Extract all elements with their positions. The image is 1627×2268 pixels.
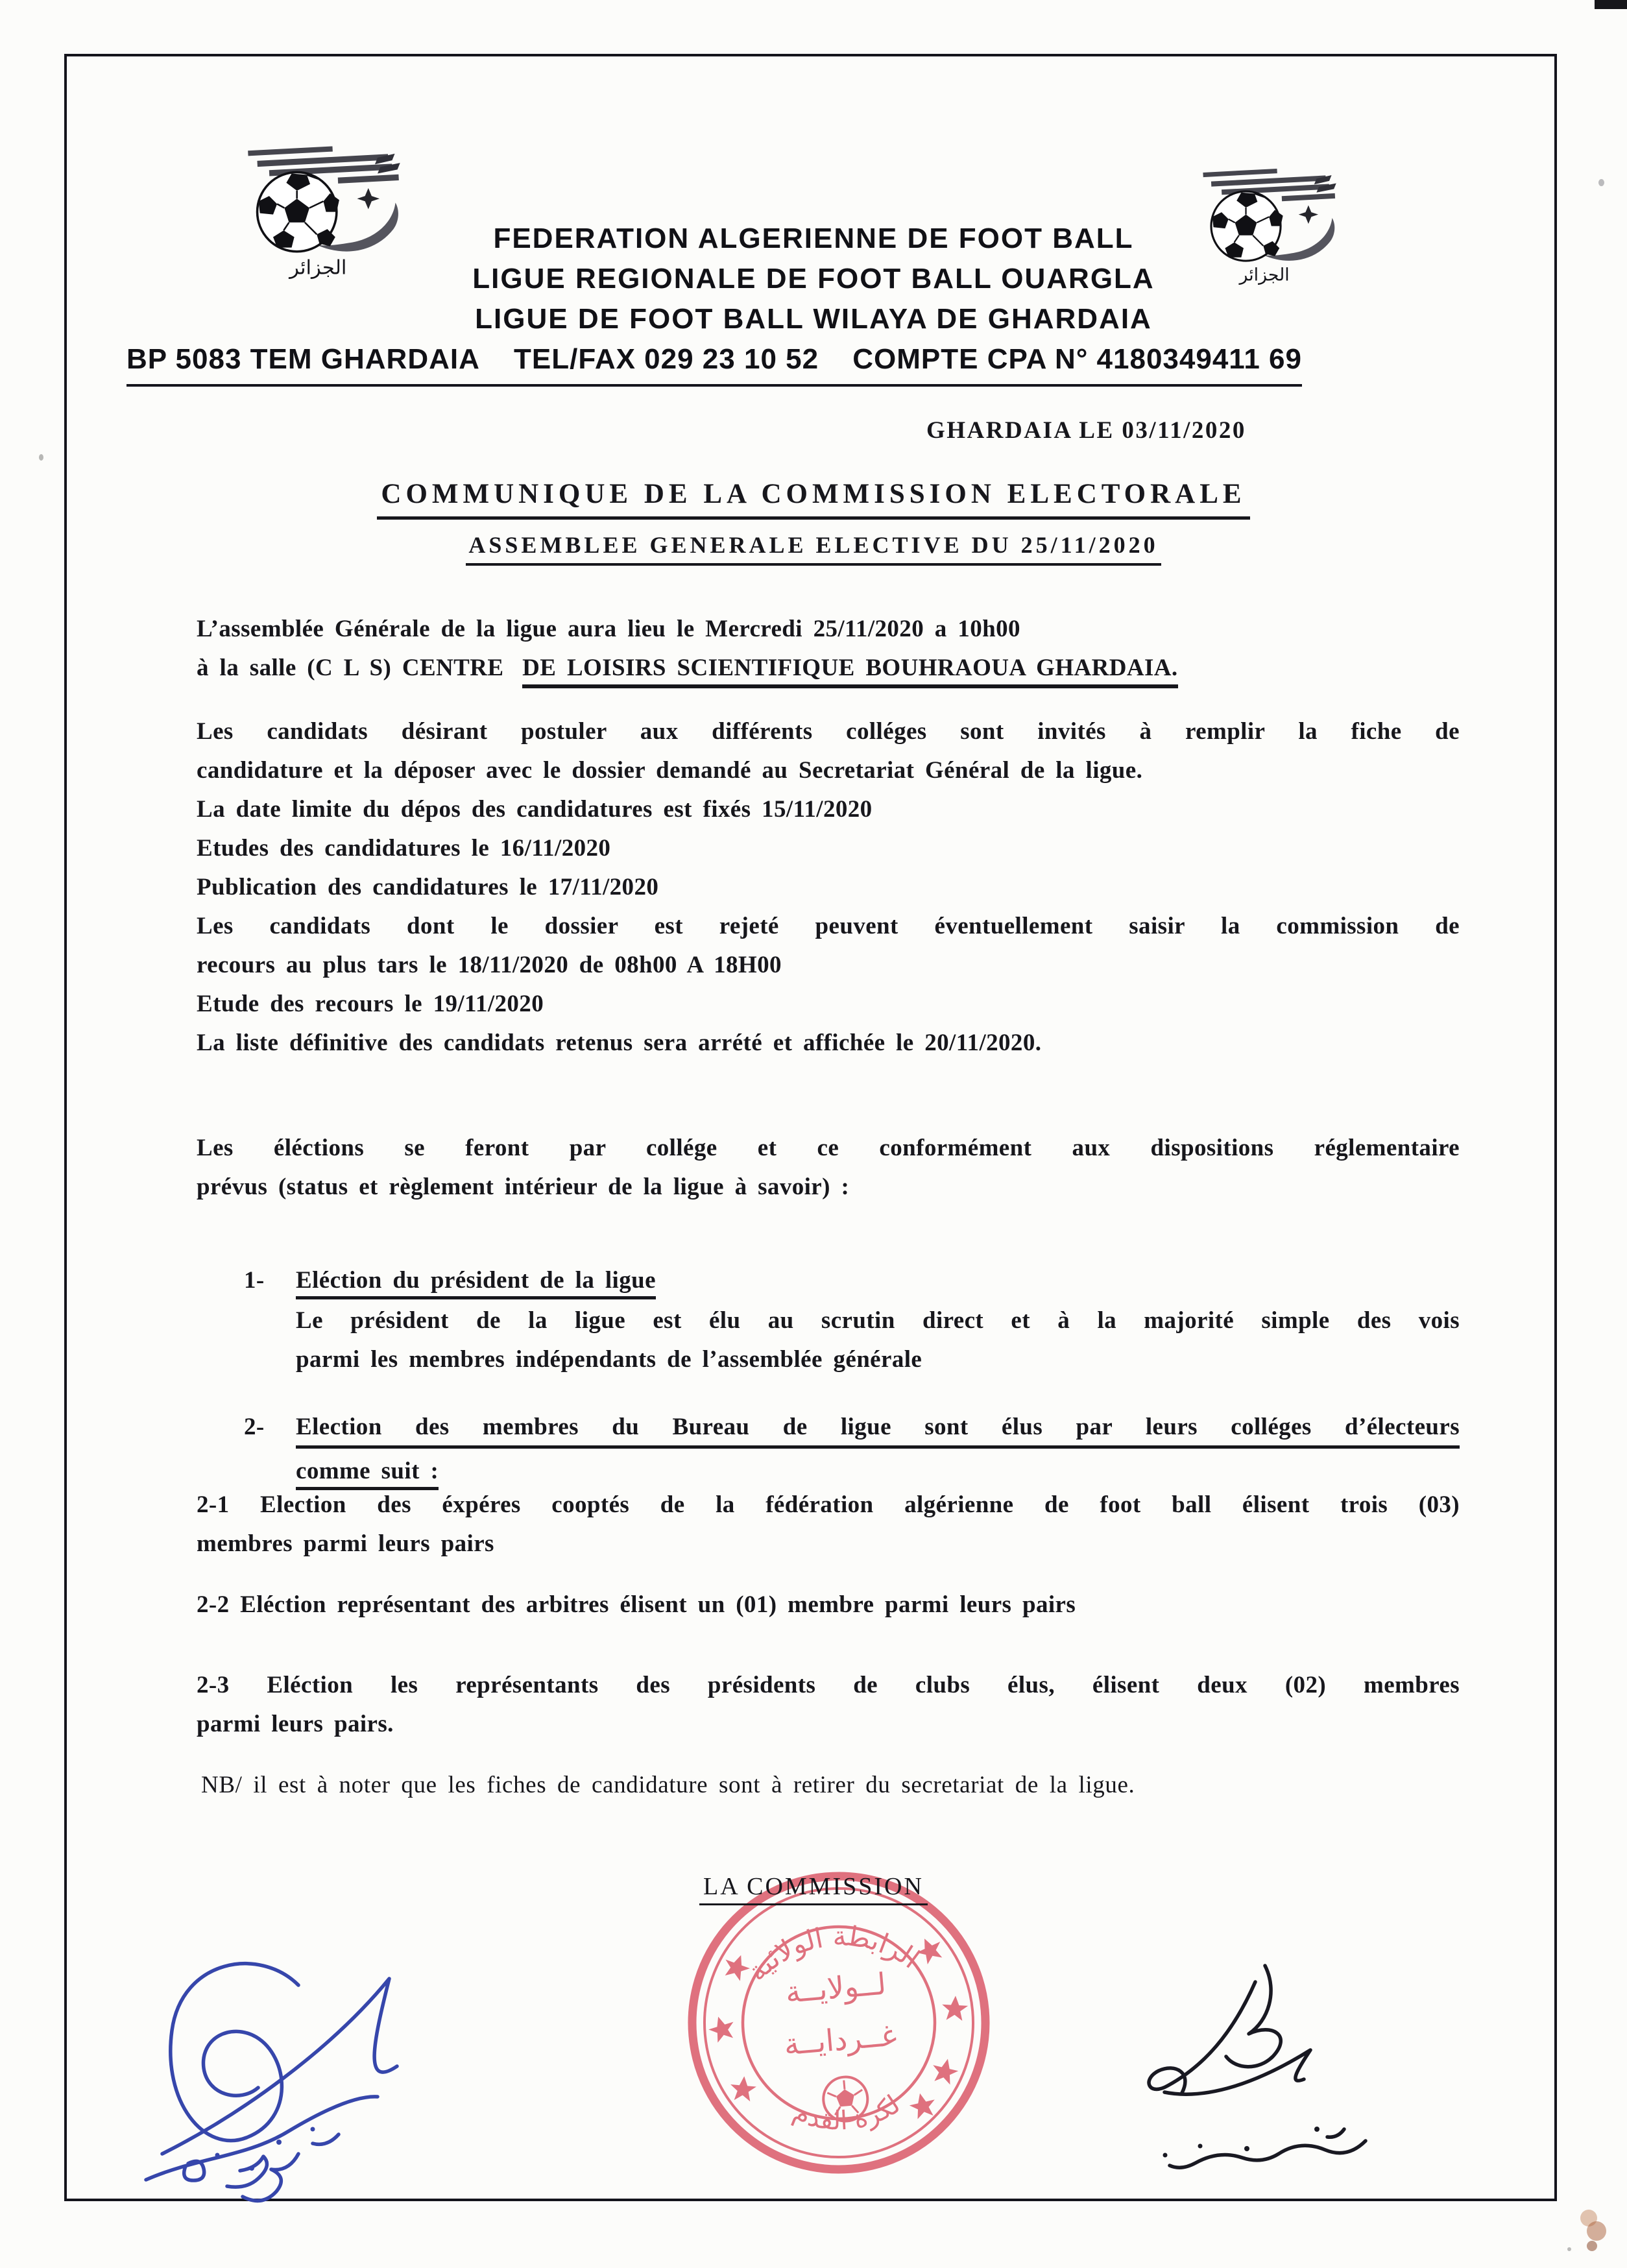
schedule-line-6: Les candidats dont le dossier est rejeté peuvent éventuellement saisir la commission de	[197, 913, 1460, 939]
stamp-arc-top-text: الرابطة الولائية	[741, 1920, 926, 1988]
item1-marker: 1-	[244, 1267, 265, 1294]
schedule-line-7: recours au plus tars le 18/11/2020 de 08h00 A 18H00	[197, 952, 782, 978]
schedule-line-3: La date limite du dépos des candidatures est fixés 15/11/2020	[197, 796, 873, 823]
faf-logo-left	[239, 138, 411, 280]
nb-note: NB/ il est à noter que les fiches de candidature sont à retirer du secretariat de la ligue.	[201, 1772, 1135, 1798]
stamp-center-line-2: غــردايــة	[782, 2017, 898, 2062]
commission-label: LA COMMISSION	[699, 1872, 928, 1905]
item1-line-2: parmi les membres indépendants de l’assemblée générale	[296, 1346, 922, 1373]
schedule-line-8: Etude des recours le 19/11/2020	[197, 991, 544, 1017]
official-stamp	[686, 1870, 991, 2175]
header-telfax: TEL/FAX 029 23 10 52	[514, 343, 819, 375]
header-contact-row	[127, 341, 1302, 387]
schedule-line-5: Publication des candidatures le 17/11/2020	[197, 874, 659, 900]
title-wrap	[0, 477, 1627, 520]
intro-line-2-plain: à la salle (C L S) CENTRE	[197, 655, 504, 681]
subitem-2-3-line-1: 2-3 Eléction les représentants des présidents de clubs élus, élisent deux (02) membres	[197, 1672, 1460, 1698]
document-subtitle: ASSEMBLEE GENERALE ELECTIVE DU 25/11/2020	[466, 531, 1161, 566]
signature-left	[84, 1940, 409, 2206]
elections-line-1: Les éléctions se feront par collége et ce conformément aux dispositions réglementaire	[197, 1135, 1460, 1161]
subitem-2-1-line-1: 2-1 Election des éxpéres cooptés de la fédération algérienne de foot ball élisent trois (03)	[197, 1491, 1460, 1518]
header-line-ligue-regionale: LIGUE REGIONALE DE FOOT BALL OUARGLA	[472, 263, 1155, 295]
subitem-2-3-line-2: parmi leurs pairs.	[197, 1711, 394, 1737]
intro-line-2	[197, 649, 1178, 688]
scan-speck	[1598, 179, 1604, 186]
item2-title-line-1: Election des membres du Bureau de ligue sont élus par leurs colléges d’électeurs	[296, 1408, 1460, 1449]
header-compte: COMPTE CPA N° 4180349411 69	[852, 343, 1302, 375]
schedule-line-9: La liste définitive des candidats retenus sera arrété et affichée le 20/11/2020.	[197, 1030, 1042, 1056]
scan-speck	[1567, 2247, 1571, 2251]
item2-title-line-2: comme suit :	[296, 1452, 439, 1491]
elections-line-2: prévus (status et règlement intérieur de la ligue à savoir) :	[197, 1174, 850, 1200]
commission-wrap	[0, 1872, 1627, 1905]
item2-marker: 2-	[244, 1414, 265, 1440]
signature-right	[1103, 1959, 1382, 2219]
ink-stain	[1587, 2241, 1597, 2251]
subtitle-wrap	[0, 531, 1627, 566]
header-line-federation: FEDERATION ALGERIENNE DE FOOT BALL	[493, 223, 1134, 254]
header-line-ligue-wilaya: LIGUE DE FOOT BALL WILAYA DE GHARDAIA	[475, 303, 1152, 335]
subitem-2-1-line-2: membres parmi leurs pairs	[197, 1530, 494, 1557]
intro-line-2-underlined: DE LOISIRS SCIENTIFIQUE BOUHRAOUA GHARDAIA.	[522, 655, 1177, 688]
stamp-arc-bottom-text: لكرة القدم	[789, 2089, 906, 2136]
scan-artifact-top-right	[1595, 0, 1627, 9]
dateline: GHARDAIA LE 03/11/2020	[926, 417, 1246, 444]
ink-stain	[1587, 2221, 1606, 2241]
schedule-line-4: Etudes des candidatures le 16/11/2020	[197, 835, 611, 862]
item1-title: Eléction du président de la ligue	[296, 1261, 656, 1300]
item1-line-1: Le président de la ligue est élu au scrutin direct et à la majorité simple des vois	[296, 1307, 1460, 1334]
subitem-2-2-line-1: 2-2 Eléction représentant des arbitres élisent un (01) membre parmi leurs pairs	[197, 1591, 1076, 1618]
intro-line-1: L’assemblée Générale de la ligue aura lieu le Mercredi 25/11/2020 a 10h00	[197, 616, 1020, 642]
header-bp: BP 5083 TEM GHARDAIA	[127, 343, 480, 375]
schedule-line-2: candidature et la déposer avec le dossier demandé au Secretariat Général de la ligue.	[197, 757, 1143, 784]
schedule-line-1: Les candidats désirant postuler aux différents colléges sont invités à remplir la fiche de	[197, 718, 1460, 745]
scan-speck	[39, 454, 43, 461]
stamp-center-line-1: لــولايــة	[784, 1966, 888, 2010]
document-title: COMMUNIQUE DE LA COMMISSION ELECTORALE	[377, 477, 1249, 520]
